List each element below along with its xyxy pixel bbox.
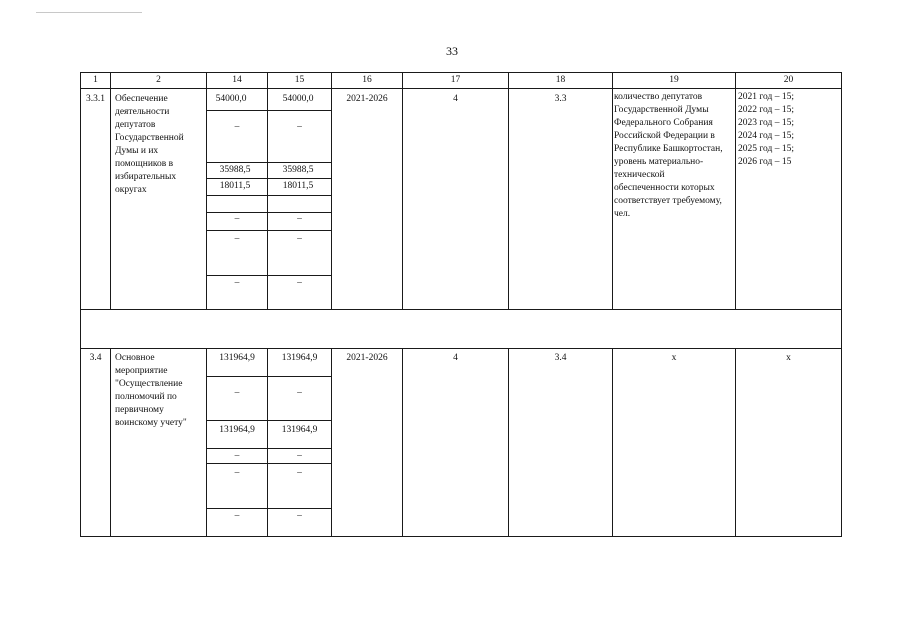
table-rule: [508, 72, 509, 310]
subrow-rule: [206, 195, 332, 196]
period-cell: 2021-2026: [346, 94, 388, 104]
amount-cell: 131964,9: [281, 425, 318, 435]
col-header: 18: [555, 75, 566, 85]
table-rule: [402, 348, 403, 537]
table-rule: [80, 88, 842, 89]
table-rule: [735, 348, 736, 537]
indicator-line: Республике Башкортостан,: [614, 144, 723, 154]
amount-cell: –: [234, 214, 240, 224]
col-header: 16: [362, 75, 372, 85]
col-header: 2: [156, 75, 161, 85]
subrow-rule: [206, 463, 332, 464]
table-rule: [612, 72, 613, 310]
col-header: 14: [232, 75, 242, 85]
indicator-line: технической: [614, 170, 665, 180]
table-rule: [735, 72, 736, 310]
row-name-line: округах: [115, 185, 147, 195]
amount-cell: 54000,0: [282, 94, 314, 104]
amount-cell: 131964,9: [219, 353, 255, 363]
page-number: 33: [446, 44, 458, 58]
col-header: 20: [783, 75, 794, 85]
amount-cell: –: [234, 468, 240, 478]
amount-cell: –: [297, 451, 302, 461]
indicator-line: Российской Федерации в: [614, 131, 715, 141]
amount-cell: –: [297, 214, 302, 224]
indicator-line: Государственной Думы: [614, 105, 709, 115]
row-id: 3.4: [89, 353, 102, 363]
subrow-rule: [206, 376, 332, 377]
subrow-rule: [206, 448, 332, 449]
subrow-rule: [206, 420, 332, 421]
col19-cell: х: [671, 353, 677, 363]
amount-cell: –: [297, 278, 302, 288]
subrow-rule: [206, 230, 332, 231]
row-name-line: мероприятие: [115, 366, 168, 376]
amount-cell: –: [297, 511, 302, 521]
table-rule: [612, 348, 613, 537]
indicator-line: количество депутатов: [614, 92, 703, 102]
table-rule: [110, 348, 111, 537]
subrow-rule: [206, 178, 332, 179]
amount-cell: 131964,9: [281, 353, 318, 363]
row-name-line: Обеспечение: [115, 94, 168, 104]
row-name-line: первичному: [115, 405, 164, 415]
amount-cell: 131964,9: [219, 425, 255, 435]
amount-cell: –: [234, 451, 240, 461]
amount-cell: –: [234, 122, 240, 132]
indicator-line: чел.: [614, 209, 631, 219]
amount-cell: –: [234, 388, 240, 398]
yearly-target-line: 2022 год – 15;: [738, 105, 794, 115]
row-name-line: Государственной: [115, 133, 184, 143]
table-rule: [80, 309, 842, 310]
indicator-line: Федерального Собрания: [614, 118, 713, 128]
table-rule: [402, 72, 403, 310]
amount-cell: –: [297, 234, 302, 244]
table-rule: [841, 72, 842, 537]
row-id: 3.3.1: [86, 94, 105, 104]
row-name-line: депутатов: [115, 120, 156, 130]
table-rule: [80, 72, 81, 537]
amount-cell: 18011,5: [282, 181, 314, 191]
subrow-rule: [206, 275, 332, 276]
amount-cell: –: [234, 234, 240, 244]
col-header: 15: [294, 75, 305, 85]
col-header: 1: [93, 75, 98, 85]
col20-cell: х: [786, 353, 791, 363]
row-name-line: деятельности: [115, 107, 170, 117]
table-rule: [110, 72, 111, 310]
col18-cell: 3.4: [554, 353, 567, 363]
row-name-line: помощников в: [115, 159, 174, 169]
yearly-target-line: 2025 год – 15;: [738, 144, 794, 154]
row-name-line: "Осуществление: [115, 379, 183, 389]
amount-cell: –: [297, 122, 302, 132]
amount-cell: –: [297, 388, 302, 398]
amount-cell: –: [234, 278, 240, 288]
amount-cell: –: [297, 468, 302, 478]
row-name-line: полномочий по: [115, 392, 177, 402]
yearly-target-line: 2021 год – 15;: [738, 92, 794, 102]
indicator-line: соответствует требуемому,: [614, 196, 722, 206]
table-rule: [80, 348, 842, 349]
row-name-line: воинскому учету": [115, 418, 187, 428]
col17-cell: 4: [453, 94, 458, 104]
amount-cell: 35988,5: [219, 165, 251, 175]
col-header: 17: [450, 75, 461, 85]
col18-cell: 3.3: [554, 94, 567, 104]
yearly-target-line: 2023 год – 15;: [738, 118, 794, 128]
amount-cell: 35988,5: [282, 165, 314, 175]
table-rule: [508, 348, 509, 537]
col-header: 19: [669, 75, 679, 85]
indicator-line: уровень материально-: [614, 157, 704, 167]
table-rule: [80, 536, 842, 537]
amount-cell: 18011,5: [219, 181, 251, 191]
row-name-line: Основное: [115, 353, 155, 363]
subrow-rule: [206, 110, 332, 111]
amount-cell: –: [234, 511, 240, 521]
row-name-line: избирательных: [115, 172, 177, 182]
table-rule: [80, 72, 842, 73]
row-name-line: Думы и их: [115, 146, 159, 156]
period-cell: 2021-2026: [346, 353, 388, 363]
indicator-line: обеспеченности которых: [614, 183, 715, 193]
yearly-target-line: 2024 год – 15;: [738, 131, 794, 141]
subrow-rule: [206, 508, 332, 509]
scan-artifact-line: [36, 12, 142, 13]
yearly-target-line: 2026 год – 15: [738, 157, 792, 167]
subrow-rule: [206, 162, 332, 163]
amount-cell: 54000,0: [215, 94, 247, 104]
col17-cell: 4: [453, 353, 458, 363]
